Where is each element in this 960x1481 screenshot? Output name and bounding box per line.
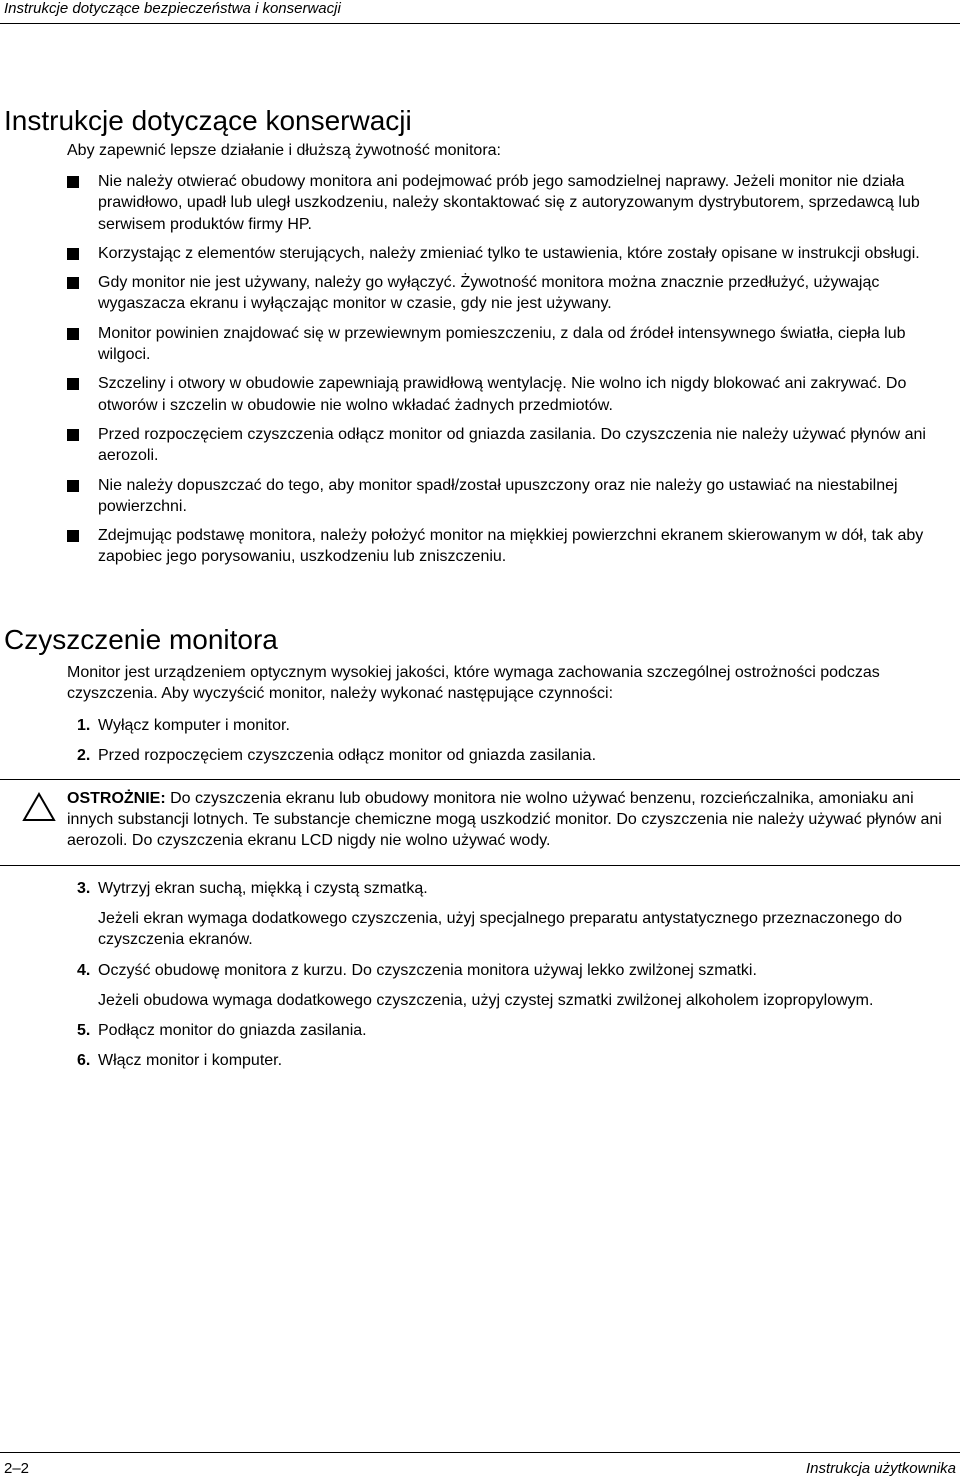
footer-rule xyxy=(0,1452,960,1453)
running-header: Instrukcje dotyczące bezpieczeństwa i konserwacji xyxy=(4,0,341,17)
list-item-text: Monitor powinien znajdować się w przewiewnym pomieszczeniu, z dala od źródeł intensywnego światła, ciepła lub wilgoci. xyxy=(98,324,906,364)
step-text: Wyłącz komputer i monitor. xyxy=(98,717,290,734)
step-3 xyxy=(77,878,957,899)
bullet-square-icon xyxy=(67,176,79,188)
caution-label: OSTROŻNIE: xyxy=(67,790,166,807)
step-text: Włącz monitor i komputer. xyxy=(98,1052,283,1069)
section-title-maintenance: Instrukcje dotyczące konserwacji xyxy=(4,105,412,136)
step-number: 3. xyxy=(77,880,91,897)
step-6 xyxy=(77,1050,957,1071)
header-rule xyxy=(0,23,960,24)
list-item-text: Szczeliny i otwory w obudowie zapewniają prawidłową wentylację. Nie wolno ich nigdy blokować ani zakrywać. Do otworów i szczelin w obudowie nie wolno wkładać żadnych przedmiotów. xyxy=(98,375,907,414)
list-item xyxy=(67,272,960,315)
list-item-text: Nie należy otwierać obudowy monitora ani podejmować prób jego samodzielnej naprawy. Jeżeli monitor nie działa prawidłowo, upadł lub uległ uszkodzeniu, należy skontaktować się z autoryzowanym dystrybutorem, sprzedawcą lub serwisem produktów firmy HP. xyxy=(98,173,920,233)
step-1 xyxy=(77,715,957,736)
list-item-text: Korzystając z elementów sterujących, należy zmieniać tylko te ustawienia, które zostały opisane w instrukcji obsługi. xyxy=(98,244,920,262)
document-title: Instrukcja użytkownika xyxy=(805,1460,956,1477)
bullet-square-icon xyxy=(67,480,79,492)
caution-top-rule xyxy=(0,779,960,780)
step-text: Oczyść obudowę monitora z kurzu. Do czyszczenia monitora używaj lekko zwilżonej szmatki. xyxy=(98,962,757,979)
step-2 xyxy=(77,745,957,766)
list-item-text: Przed rozpoczęciem czyszczenia odłącz monitor od gniazda zasilania. Do czyszczenia nie należy używać płynów ani aerozoli. xyxy=(98,425,926,465)
list-item-text: Zdejmując podstawę monitora, należy położyć monitor na miękkiej powierzchni ekranem skierowanym w dół, tak aby zapobiec jego porysowaniu, uszkodzeniu lub zniszczeniu. xyxy=(98,527,924,566)
list-item xyxy=(67,525,960,568)
warning-triangle-icon xyxy=(22,792,56,822)
step-number: 2. xyxy=(77,747,91,764)
bullet-square-icon xyxy=(67,248,79,260)
bullet-square-icon xyxy=(67,530,79,542)
step-number: 4. xyxy=(77,962,91,979)
page-number: 2–2 xyxy=(4,1460,30,1477)
list-item-text: Nie należy dopuszczać do tego, aby monitor spadł/został upuszczony oraz nie należy go ustawiać na niestabilnej powierzchni. xyxy=(98,476,898,515)
list-item xyxy=(67,323,960,366)
step-number: 6. xyxy=(77,1052,91,1069)
caution-text: Do czyszczenia ekranu lub obudowy monitora nie wolno używać benzenu, rozcieńczalnika, amoniaku ani innych substancji lotnych. Te substancje chemiczne mogą uszkodzić monitor. Do czyszczenia nie należy używać płynów ani aerozoli. Do czyszczenia ekranu LCD nigdy nie wolno używać wody. xyxy=(67,790,942,849)
caution-note xyxy=(67,788,960,851)
step-number: 1. xyxy=(77,717,91,734)
list-item xyxy=(67,243,960,264)
section-title-cleaning: Czyszczenie monitora xyxy=(4,624,278,655)
caution-bottom-rule xyxy=(0,865,960,866)
bullet-square-icon xyxy=(67,378,79,390)
step-text: Wytrzyj ekran suchą, miękką i czystą szmatką. xyxy=(98,880,428,897)
step-4 xyxy=(77,960,957,981)
step-text: Przed rozpoczęciem czyszczenia odłącz monitor od gniazda zasilania. xyxy=(98,747,597,764)
list-item xyxy=(67,373,960,416)
step-5 xyxy=(77,1020,957,1041)
bullet-square-icon xyxy=(67,277,79,289)
list-item xyxy=(67,475,960,518)
list-item xyxy=(67,424,960,467)
cleaning-intro: Monitor jest urządzeniem optycznym wysokiej jakości, które wymaga zachowania szczególnej ostrożności podczas czyszczenia. Aby wyczyścić monitor, należy wykonać następujące czynności: xyxy=(67,664,880,702)
bullet-square-icon xyxy=(67,429,79,441)
step-4-note: Jeżeli obudowa wymaga dodatkowego czyszczenia, użyj czystej szmatki zwilżonej alkoholem izopropylowym. xyxy=(98,992,874,1009)
step-text: Podłącz monitor do gniazda zasilania. xyxy=(98,1022,367,1039)
list-item xyxy=(67,171,960,235)
bullet-square-icon xyxy=(67,328,79,340)
step-number: 5. xyxy=(77,1022,91,1039)
maintenance-list xyxy=(67,171,960,576)
step-3-note: Jeżeli ekran wymaga dodatkowego czyszczenia, użyj specjalnego preparatu antystatycznego przeznaczonego do czyszczenia ekranów. xyxy=(98,910,903,948)
list-item-text: Gdy monitor nie jest używany, należy go wyłączyć. Żywotność monitora można znacznie przedłużyć, używając wygaszacza ekranu i wyłączając monitor w czasie, gdy nie jest używany. xyxy=(98,274,880,313)
maintenance-intro: Aby zapewnić lepsze działanie i dłuższą żywotność monitora: xyxy=(67,142,501,159)
